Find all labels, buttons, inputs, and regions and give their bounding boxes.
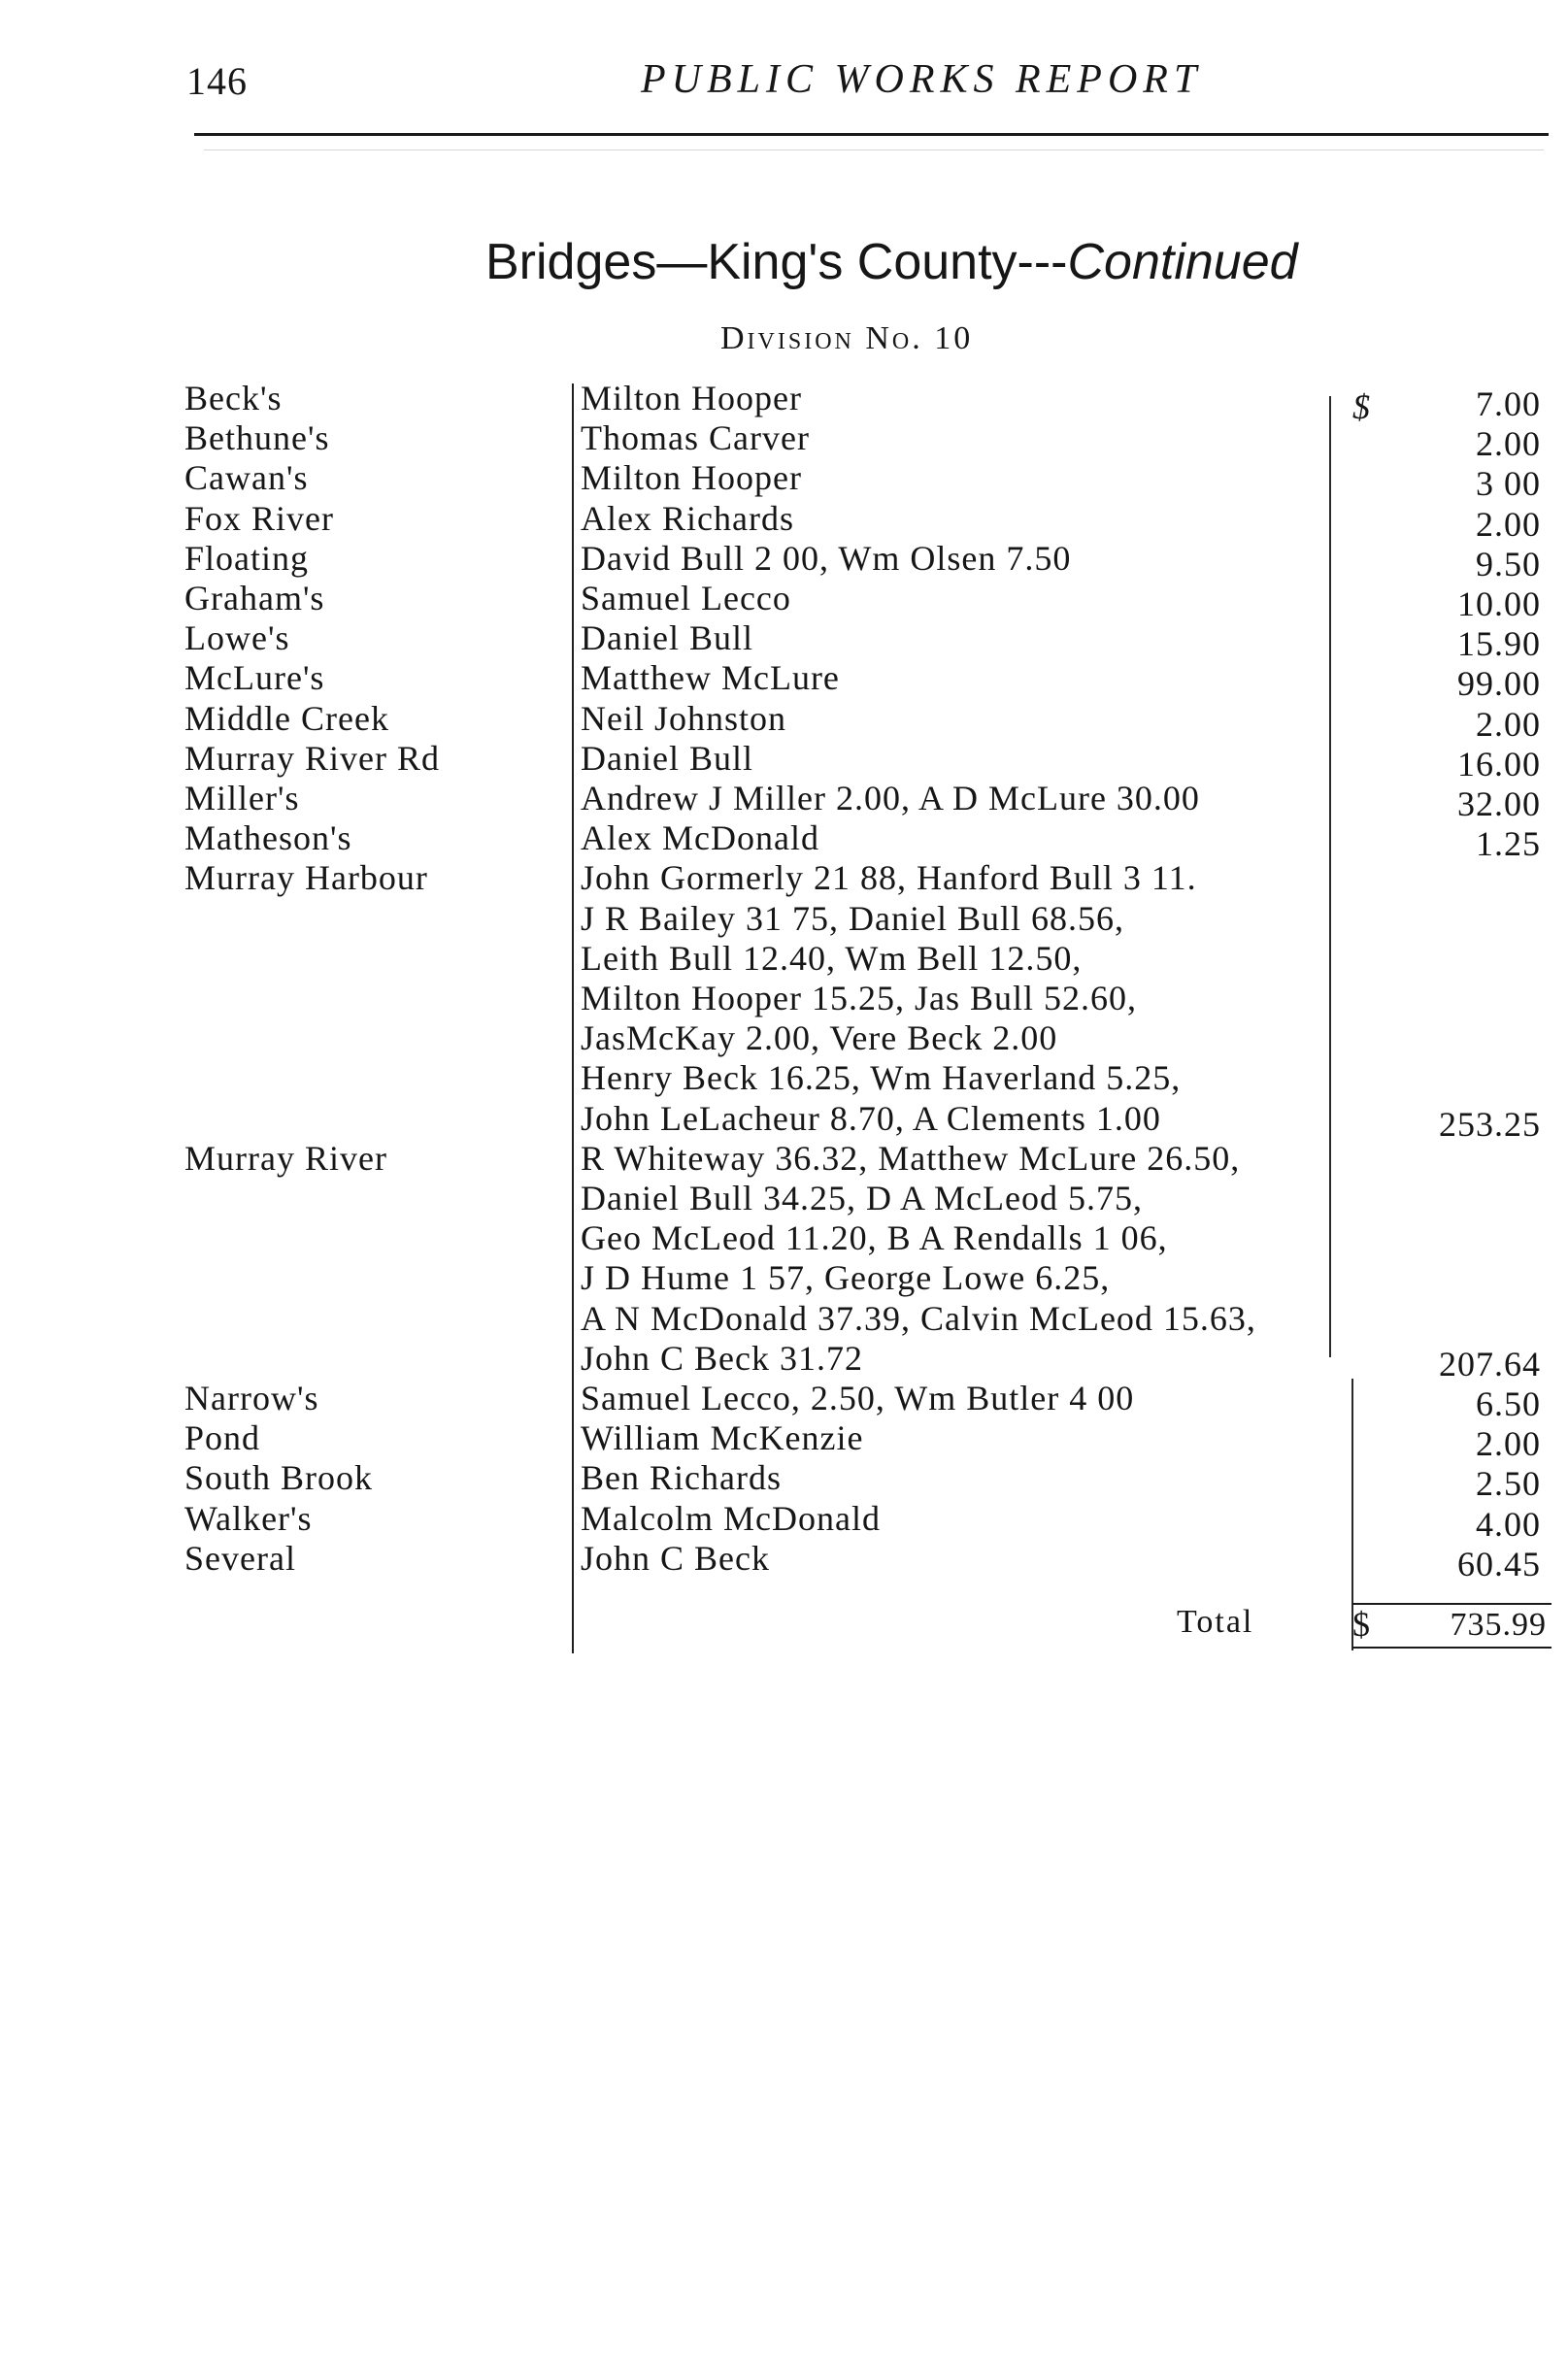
row-payee: Alex McDonald (581, 818, 819, 857)
row-amount: 4.00 (1476, 1505, 1541, 1544)
row-payee: John Gormerly 21 88, Hanford Bull 3 11. (581, 858, 1197, 897)
row-amount: 9.50 (1476, 545, 1541, 583)
row-payee: John LeLacheur 8.70, A Clements 1.00 (581, 1099, 1161, 1138)
row-amount: 2.00 (1476, 705, 1541, 744)
division-heading: Division No. 10 (720, 320, 974, 356)
row-bridge-name: Miller's (184, 779, 300, 817)
row-payee: Ben Richards (581, 1458, 782, 1497)
row-payee: Daniel Bull (581, 739, 753, 778)
row-amount: 32.00 (1457, 784, 1541, 823)
row-payee: John C Beck (581, 1539, 770, 1578)
row-payee: Neil Johnston (581, 699, 787, 738)
row-payee: Malcolm McDonald (581, 1499, 881, 1538)
row-amount: 2.00 (1476, 1424, 1541, 1463)
row-amount: 10.00 (1457, 584, 1541, 623)
row-payee: Samuel Lecco, 2.50, Wm Butler 4 00 (581, 1379, 1135, 1417)
row-payee: JasMcKay 2.00, Vere Beck 2.00 (581, 1018, 1058, 1057)
row-amount: 6.50 (1476, 1384, 1541, 1423)
column-rule-amount-upper (1329, 396, 1331, 1357)
row-payee: Thomas Carver (581, 418, 810, 457)
row-payee: Alex Richards (581, 499, 794, 538)
page-number: 146 (186, 59, 248, 103)
row-bridge-name: Walker's (184, 1499, 313, 1538)
row-amount: 2.00 (1476, 505, 1541, 544)
row-payee: Daniel Bull (581, 618, 753, 657)
row-bridge-name: Narrow's (184, 1379, 319, 1417)
row-bridge-name: Fox River (184, 499, 335, 538)
row-payee: Milton Hooper 15.25, Jas Bull 52.60, (581, 979, 1137, 1017)
total-label: Total (1177, 1604, 1254, 1640)
row-payee: Daniel Bull 34.25, D A McLeod 5.75, (581, 1179, 1143, 1217)
row-payee: Matthew McLure (581, 658, 840, 697)
row-bridge-name: Floating (184, 539, 310, 578)
row-bridge-name: Murray River (184, 1139, 387, 1178)
row-bridge-name: Several (184, 1539, 296, 1578)
row-bridge-name: Graham's (184, 579, 325, 617)
row-bridge-name: Lowe's (184, 618, 290, 657)
row-amount: 2.50 (1476, 1464, 1541, 1503)
row-bridge-name: Cawan's (184, 458, 309, 497)
row-payee: Andrew J Miller 2.00, A D McLure 30.00 (581, 779, 1200, 817)
running-head: PUBLIC WORKS REPORT (641, 57, 1203, 102)
row-payee: J R Bailey 31 75, Daniel Bull 68.56, (581, 899, 1124, 938)
sum-rule (1352, 1603, 1551, 1605)
row-bridge-name: McLure's (184, 658, 325, 697)
row-payee: Samuel Lecco (581, 579, 791, 617)
row-payee: William McKenzie (581, 1418, 864, 1457)
row-payee: Geo McLeod 11.20, B A Rendalls 1 06, (581, 1218, 1168, 1257)
row-bridge-name: Bethune's (184, 418, 330, 457)
row-bridge-name: Beck's (184, 379, 283, 417)
section-title-continued: Continued (1067, 234, 1298, 290)
row-bridge-name: Matheson's (184, 818, 352, 857)
total-currency-symbol: $ (1352, 1605, 1370, 1644)
row-payee: J D Hume 1 57, George Lowe 6.25, (581, 1258, 1111, 1297)
row-amount: 207.64 (1439, 1345, 1541, 1383)
row-payee: Milton Hooper (581, 379, 802, 417)
row-payee: Leith Bull 12.40, Wm Bell 12.50, (581, 939, 1083, 978)
row-payee: John C Beck 31.72 (581, 1339, 863, 1378)
row-amount: 3 00 (1476, 464, 1541, 503)
row-payee: A N McDonald 37.39, Calvin McLeod 15.63, (581, 1299, 1256, 1338)
row-amount: 60.45 (1457, 1545, 1541, 1583)
row-bridge-name: Murray River Rd (184, 739, 440, 778)
row-bridge-name: Murray Harbour (184, 858, 428, 897)
row-bridge-name: South Brook (184, 1458, 374, 1497)
row-amount: 7.00 (1476, 384, 1541, 423)
section-title-main: Bridges—King's County--- (485, 234, 1068, 290)
column-rule-left (572, 383, 574, 1653)
row-payee: R Whiteway 36.32, Matthew McLure 26.50, (581, 1139, 1241, 1178)
total-underline (1352, 1647, 1551, 1649)
total-amount: 735.99 (1450, 1607, 1547, 1643)
row-bridge-name: Middle Creek (184, 699, 389, 738)
row-amount: 2.00 (1476, 424, 1541, 463)
row-amount: 16.00 (1457, 745, 1541, 783)
row-amount: 99.00 (1457, 664, 1541, 703)
row-amount: 253.25 (1439, 1105, 1541, 1144)
row-amount: 1.25 (1476, 824, 1541, 863)
row-payee: Henry Beck 16.25, Wm Haverland 5.25, (581, 1058, 1182, 1097)
row-payee: Milton Hooper (581, 458, 802, 497)
row-amount: 15.90 (1457, 624, 1541, 663)
row-bridge-name: Pond (184, 1418, 261, 1457)
row-payee: David Bull 2 00, Wm Olsen 7.50 (581, 539, 1072, 578)
currency-symbol: $ (1352, 387, 1370, 426)
